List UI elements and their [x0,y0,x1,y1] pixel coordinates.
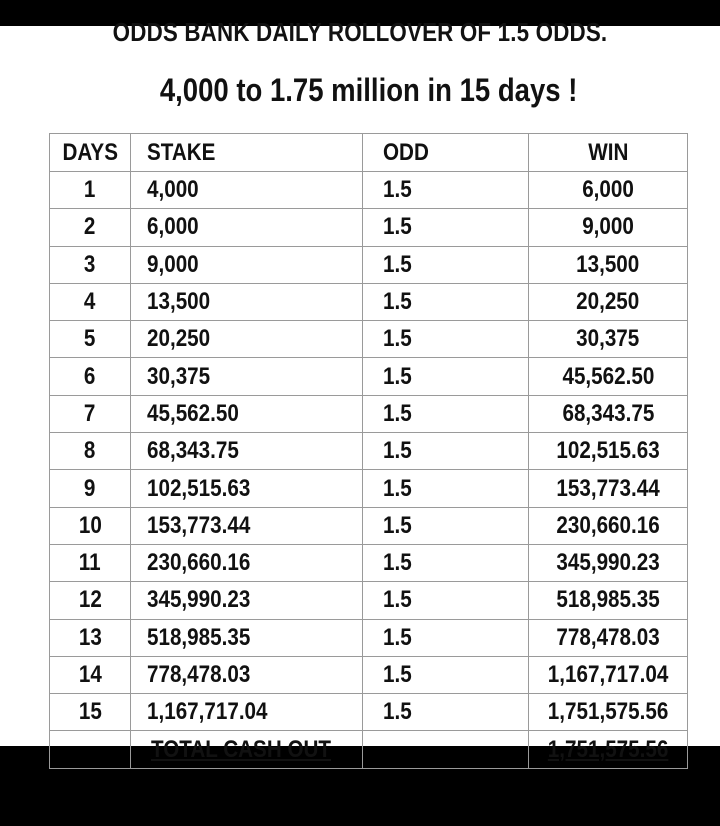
win-cell [529,358,688,395]
odd-value: 1.5 [383,213,412,241]
odd-value: 1.5 [383,288,412,316]
document-subtitle: 4,000 to 1.75 million in 15 days ! [159,72,578,108]
stake-value: 778,478.03 [147,661,251,688]
odd-cell [363,283,529,320]
stake-cell [131,582,363,619]
table-row [50,209,688,246]
stake-cell [131,433,363,470]
win-value: 778,478.03 [556,623,660,651]
stake-cell [131,395,363,432]
win-value: 30,375 [576,325,640,353]
win-cell [529,283,688,320]
day-value: 7 [84,399,96,427]
win-cell [529,395,688,432]
day-value: 11 [79,549,101,577]
odd-cell [363,656,529,693]
win-cell [529,470,688,507]
win-cell [529,694,688,731]
win-cell [529,619,688,656]
odd-value: 1.5 [383,399,412,427]
odd-cell [363,544,529,581]
header-stake-label: STAKE [147,138,216,166]
header-stake [131,134,363,172]
day-value: 3 [84,250,96,278]
day-value: 14 [78,661,102,688]
win-cell [529,209,688,246]
odd-cell [363,507,529,544]
stake-value: 30,375 [147,362,211,390]
total-day-cell [50,731,131,768]
stake-cell [131,321,363,358]
day-value: 10 [78,511,102,539]
day-cell [50,656,131,693]
win-value: 68,343.75 [562,399,654,427]
win-value: 13,500 [576,250,640,278]
stake-cell [131,172,363,209]
odd-cell [363,470,529,507]
table-row [50,694,688,731]
day-value: 1 [84,176,96,204]
win-value: 230,660.16 [556,511,660,539]
win-value: 102,515.63 [556,437,660,465]
odd-value: 1.5 [383,474,412,502]
odd-value: 1.5 [383,586,412,614]
stake-value: 345,990.23 [147,586,251,614]
table-header [50,134,688,172]
win-cell [529,582,688,619]
win-value: 153,773.44 [556,474,660,502]
day-cell [50,209,131,246]
win-cell [529,321,688,358]
day-value: 15 [78,698,102,726]
win-value: 345,990.23 [556,549,660,577]
odd-value: 1.5 [383,661,412,688]
day-value: 8 [84,437,96,465]
odd-value: 1.5 [383,325,412,353]
day-cell [50,172,131,209]
day-value: 2 [84,213,96,241]
table-row [50,433,688,470]
stake-cell [131,470,363,507]
odd-cell [363,433,529,470]
win-cell [529,656,688,693]
table-row [50,507,688,544]
stake-value: 9,000 [147,250,199,278]
table-row [50,395,688,432]
stake-cell [131,544,363,581]
day-cell [50,321,131,358]
win-value: 1,167,717.04 [547,661,669,688]
stake-cell [131,283,363,320]
day-cell [50,246,131,283]
odd-cell [363,209,529,246]
day-cell [50,470,131,507]
win-value: 6,000 [582,176,634,204]
total-label-cell [131,731,363,768]
stake-value: 45,562.50 [147,399,239,427]
table-row [50,321,688,358]
day-value: 5 [84,325,96,353]
day-cell [50,694,131,731]
header-days [50,134,131,172]
day-cell [50,507,131,544]
stake-cell [131,619,363,656]
win-cell [529,246,688,283]
odd-cell [363,321,529,358]
odd-cell [363,694,529,731]
total-value-cell [529,731,688,768]
table-row [50,246,688,283]
table-row [50,619,688,656]
header-win-label: WIN [587,138,629,166]
stake-value: 13,500 [147,288,211,316]
table-row [50,172,688,209]
day-cell [50,619,131,656]
header-odd [363,134,529,172]
document-sheet [0,17,720,763]
day-cell [50,395,131,432]
day-cell [50,433,131,470]
odd-cell [363,246,529,283]
day-value: 6 [84,362,96,390]
odd-cell [363,395,529,432]
day-cell [50,283,131,320]
win-value: 9,000 [582,213,634,241]
win-cell [529,544,688,581]
total-row [50,731,688,768]
odd-cell [363,358,529,395]
odd-value: 1.5 [383,549,412,577]
table-row [50,582,688,619]
header-days-label: DAYS [62,138,118,166]
table-row [50,470,688,507]
table-body [50,172,688,769]
odd-value: 1.5 [383,176,412,204]
document-title: ODDS BANK DAILY ROLLOVER OF 1.5 ODDS. [112,17,608,47]
win-value: 518,985.35 [556,586,660,614]
win-cell [529,433,688,470]
total-odd-cell [363,731,529,768]
stake-value: 102,515.63 [147,474,251,502]
stake-value: 1,167,717.04 [147,698,268,726]
stake-cell [131,507,363,544]
total-cash-out-label: TOTAL CASH OUT [151,735,332,763]
day-value: 12 [78,586,102,614]
odd-cell [363,582,529,619]
table-row [50,283,688,320]
stake-value: 20,250 [147,325,211,353]
odd-value: 1.5 [383,623,412,651]
header-win [529,134,688,172]
table-row [50,358,688,395]
stake-value: 230,660.16 [147,549,251,577]
stake-value: 518,985.35 [147,623,251,651]
odd-cell [363,619,529,656]
odd-value: 1.5 [383,511,412,539]
day-value: 9 [84,474,96,502]
odd-value: 1.5 [383,437,412,465]
odd-value: 1.5 [383,250,412,278]
table-row [50,544,688,581]
win-value: 45,562.50 [562,362,654,390]
stake-value: 4,000 [147,176,199,204]
odd-value: 1.5 [383,698,412,726]
stake-cell [131,358,363,395]
stake-cell [131,209,363,246]
stake-value: 68,343.75 [147,437,239,465]
odd-cell [363,172,529,209]
day-value: 4 [84,288,96,316]
stake-value: 6,000 [147,213,199,241]
day-cell [50,358,131,395]
win-value: 1,751,575.56 [547,698,669,726]
header-odd-label: ODD [383,138,429,166]
day-cell [50,582,131,619]
header-row [50,134,688,172]
day-cell [50,544,131,581]
win-cell [529,172,688,209]
win-cell [529,507,688,544]
stake-cell [131,656,363,693]
total-cash-out-value: 1,751,575.56 [547,735,669,763]
day-value: 13 [78,623,102,651]
table-row [50,656,688,693]
win-value: 20,250 [576,288,640,316]
stake-cell [131,246,363,283]
odd-value: 1.5 [383,362,412,390]
rollover-table [49,133,688,769]
stake-cell [131,694,363,731]
stake-value: 153,773.44 [147,511,251,539]
